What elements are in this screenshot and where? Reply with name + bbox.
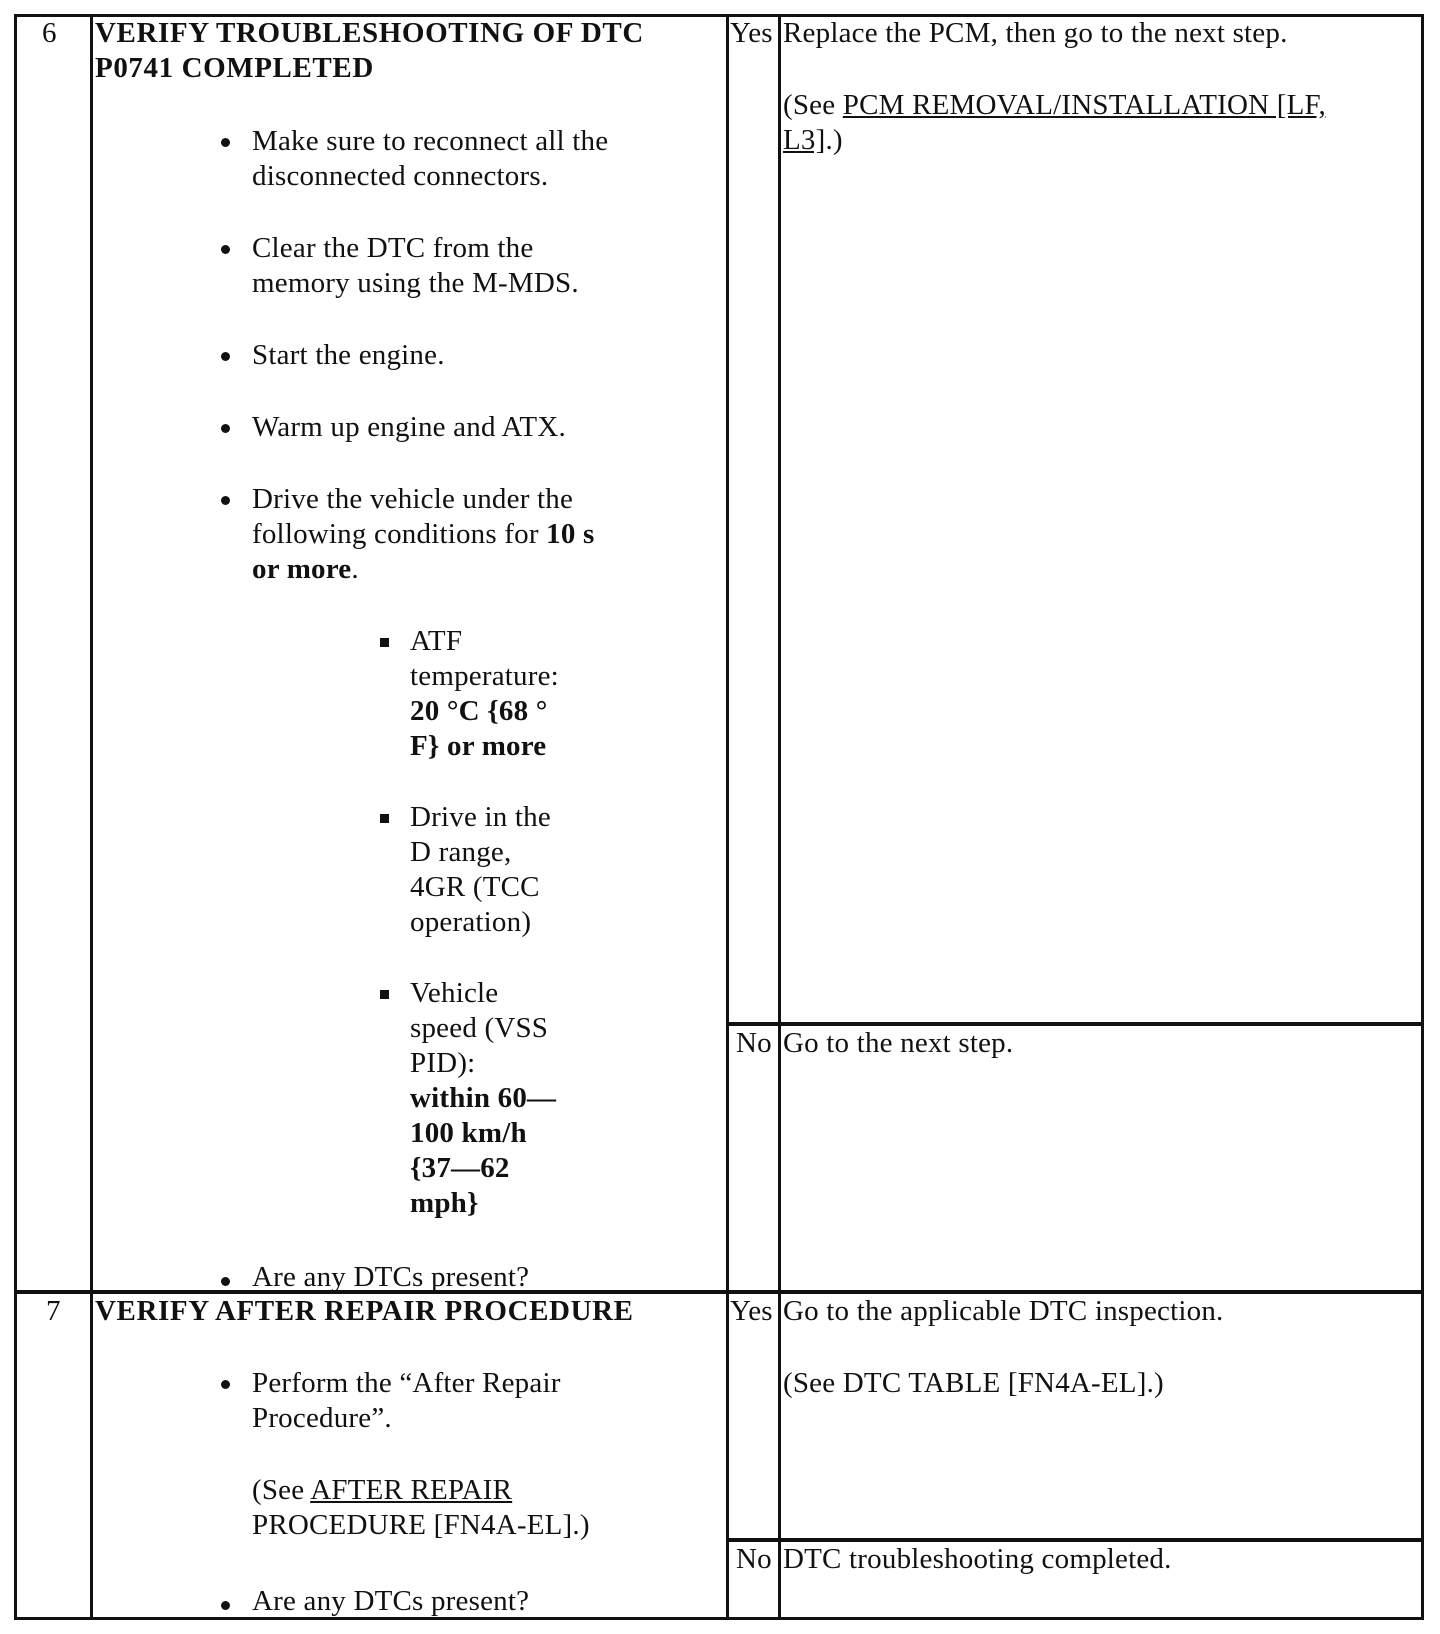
bullet-dot (221, 352, 230, 361)
no-label: No (736, 1543, 772, 1575)
bullet-text-cont: Procedure”. (252, 1402, 392, 1434)
duration-value: 10 s (546, 518, 595, 550)
subbullet-text: speed (VSS (410, 1012, 549, 1044)
subbullet-value: 20 °C {68 ° (410, 695, 548, 727)
step-title: VERIFY TROUBLESHOOTING OF DTC (95, 17, 644, 49)
subbullet-text: ATF (410, 625, 463, 657)
bullet-text-cont: disconnected connectors. (252, 160, 549, 192)
reference-text (252, 1473, 512, 1508)
yes-reference: (See DTC TABLE [FN4A-EL].) (783, 1367, 1164, 1399)
bullet-dot (221, 245, 230, 254)
bullet-text-cont: memory using the M-MDS. (252, 267, 579, 299)
step-title-cont: P0741 COMPLETED (95, 52, 374, 84)
question-text: Are any DTCs present? (252, 1585, 530, 1617)
no-action-text: Go to the next step. (783, 1027, 1014, 1059)
bullet-text: Warm up engine and ATX. (252, 411, 566, 443)
after-repair-link[interactable]: AFTER REPAIR (310, 1474, 513, 1506)
sentence-end: . (351, 553, 359, 585)
bullet-text: Perform the “After Repair (252, 1367, 561, 1399)
subbullet-text: PID): (410, 1047, 476, 1079)
bullet-dot (221, 1277, 230, 1286)
bullet-text-cont (252, 517, 595, 552)
yes-action-text: Go to the applicable DTC inspection. (783, 1295, 1224, 1327)
bullet-dot (221, 1601, 230, 1610)
pcm-removal-link-cont[interactable]: L3] (783, 124, 826, 156)
bullet-text-plain: following conditions for (252, 518, 547, 550)
bullet-text: Start the engine. (252, 339, 445, 371)
bullet-dot (221, 424, 230, 433)
subbullet-text: Drive in the (410, 801, 551, 833)
see-suffix: .) (825, 124, 843, 156)
bullet-text: Make sure to reconnect all the (252, 125, 609, 157)
bullet-dot (221, 138, 230, 147)
subbullet-value: 100 km/h (410, 1117, 527, 1149)
subbullet-square (380, 814, 389, 823)
subbullet-value: mph} (410, 1187, 479, 1219)
question-text: Are any DTCs present? (252, 1261, 530, 1293)
yes-label: Yes (730, 17, 773, 49)
subbullet-square (380, 638, 389, 647)
see-prefix: (See (252, 1474, 311, 1506)
col-divider-2 (726, 14, 729, 1620)
subbullet-text: temperature: (410, 660, 559, 692)
pcm-removal-link[interactable]: PCM REMOVAL/INSTALLATION [LF, (842, 89, 1326, 121)
bullet-text: Clear the DTC from the (252, 232, 534, 264)
border-bottom (14, 1617, 1424, 1620)
step-title: VERIFY AFTER REPAIR PROCEDURE (95, 1295, 634, 1327)
step-number: 7 (46, 1295, 61, 1327)
bullet-text-cont (252, 552, 359, 587)
yes-label: Yes (730, 1295, 773, 1327)
bullet-dot (221, 1380, 230, 1389)
bullet-dot (221, 496, 230, 505)
yes-reference-cont (783, 123, 843, 158)
col-divider-3 (778, 14, 781, 1620)
no-label: No (736, 1027, 772, 1059)
subbullet-value: within 60— (410, 1082, 557, 1114)
duration-qualifier: or more (252, 553, 352, 585)
subbullet-text: D range, (410, 836, 512, 868)
subbullet-value: {37—62 (410, 1152, 510, 1184)
subbullet-text: 4GR (TCC (410, 871, 540, 903)
col-divider-1 (90, 14, 93, 1620)
subbullet-text: Vehicle (410, 977, 499, 1009)
step-number: 6 (42, 17, 57, 49)
no-action-text: DTC troubleshooting completed. (783, 1543, 1172, 1575)
border-left (14, 14, 17, 1620)
border-right (1421, 14, 1424, 1620)
yes-reference (783, 88, 1326, 123)
see-prefix: (See (783, 89, 843, 121)
subbullet-value: F} or more (410, 730, 547, 762)
subbullet-text: operation) (410, 906, 532, 938)
subbullet-square (380, 990, 389, 999)
yes-action-text: Replace the PCM, then go to the next step. (783, 17, 1288, 49)
reference-text-cont: PROCEDURE [FN4A-EL].) (252, 1509, 590, 1541)
bullet-text: Drive the vehicle under the (252, 483, 574, 515)
